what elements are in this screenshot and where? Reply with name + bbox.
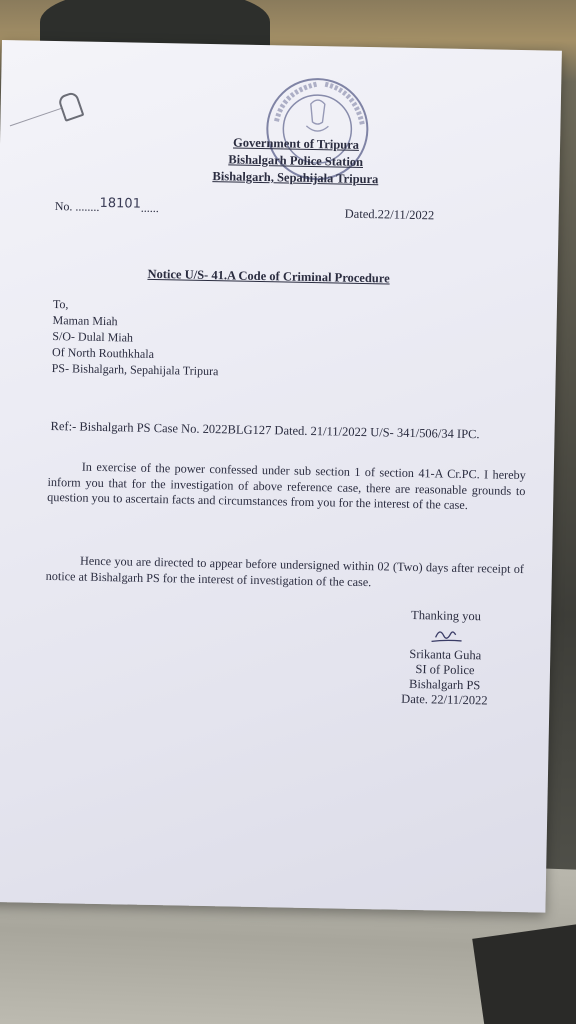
address-name: Maman Miah <box>52 313 118 329</box>
case-reference: Ref:- Bishalgarh PS Case No. 2022BLG127 Dated. 21/11/2022 U/S- 341/506/34 IPC. <box>50 419 480 442</box>
body-paragraph-2 <box>46 553 525 593</box>
reference-number-value: 18101 <box>99 195 142 212</box>
body-paragraph-2-text: Hence you are directed to appear before undersigned within 02 (Two) days after receipt of notice at Bishalgarh PS for the interest of investigation of the case. <box>45 553 525 589</box>
reference-number <box>54 195 159 216</box>
signatory-rank: SI of Police <box>415 662 475 678</box>
signatory-name: Srikanta Guha <box>409 646 482 663</box>
body-paragraph-1-text: In exercise of the power confessed under sub section 1 of section 41-A Cr.PC. I hereby inform you that for the investigation of above reference case, there are reasonable grounds to question you to ascertain facts and circumstances from you for the interest of the case. <box>47 459 526 513</box>
signatory-station: Bishalgarh PS <box>408 676 481 693</box>
address-ps: PS- Bishalgarh, Sepahijala Tripura <box>51 361 219 379</box>
background-shadow <box>472 922 576 1024</box>
office-header <box>195 134 396 189</box>
reference-number-label: No. ........ <box>54 199 100 214</box>
body-paragraph-1 <box>47 459 526 515</box>
document-date: Dated.22/11/2022 <box>344 206 435 223</box>
reference-number-trail: ...... <box>140 200 159 216</box>
signature-date: Date. 22/11/2022 <box>401 691 488 708</box>
notice-title: Notice U/S- 41.A Code of Criminal Procedure <box>147 266 390 286</box>
signature-block <box>389 608 501 709</box>
recipient-address <box>52 296 220 379</box>
closing-text: Thanking you <box>410 607 482 624</box>
header-government: Government of Tripura <box>232 135 360 152</box>
address-place: Of North Routhkhala <box>51 345 155 361</box>
header-police-station: Bishalgarh Police Station <box>228 152 364 169</box>
header-address: Bishalgarh, Sepahijala Tripura <box>212 169 379 187</box>
staple-icon <box>57 91 84 122</box>
notice-document <box>0 40 562 913</box>
address-to: To, <box>52 297 69 312</box>
staple-pin <box>10 108 61 126</box>
address-father: S/O- Dulal Miah <box>52 329 134 345</box>
handwritten-signature-icon <box>415 625 475 646</box>
